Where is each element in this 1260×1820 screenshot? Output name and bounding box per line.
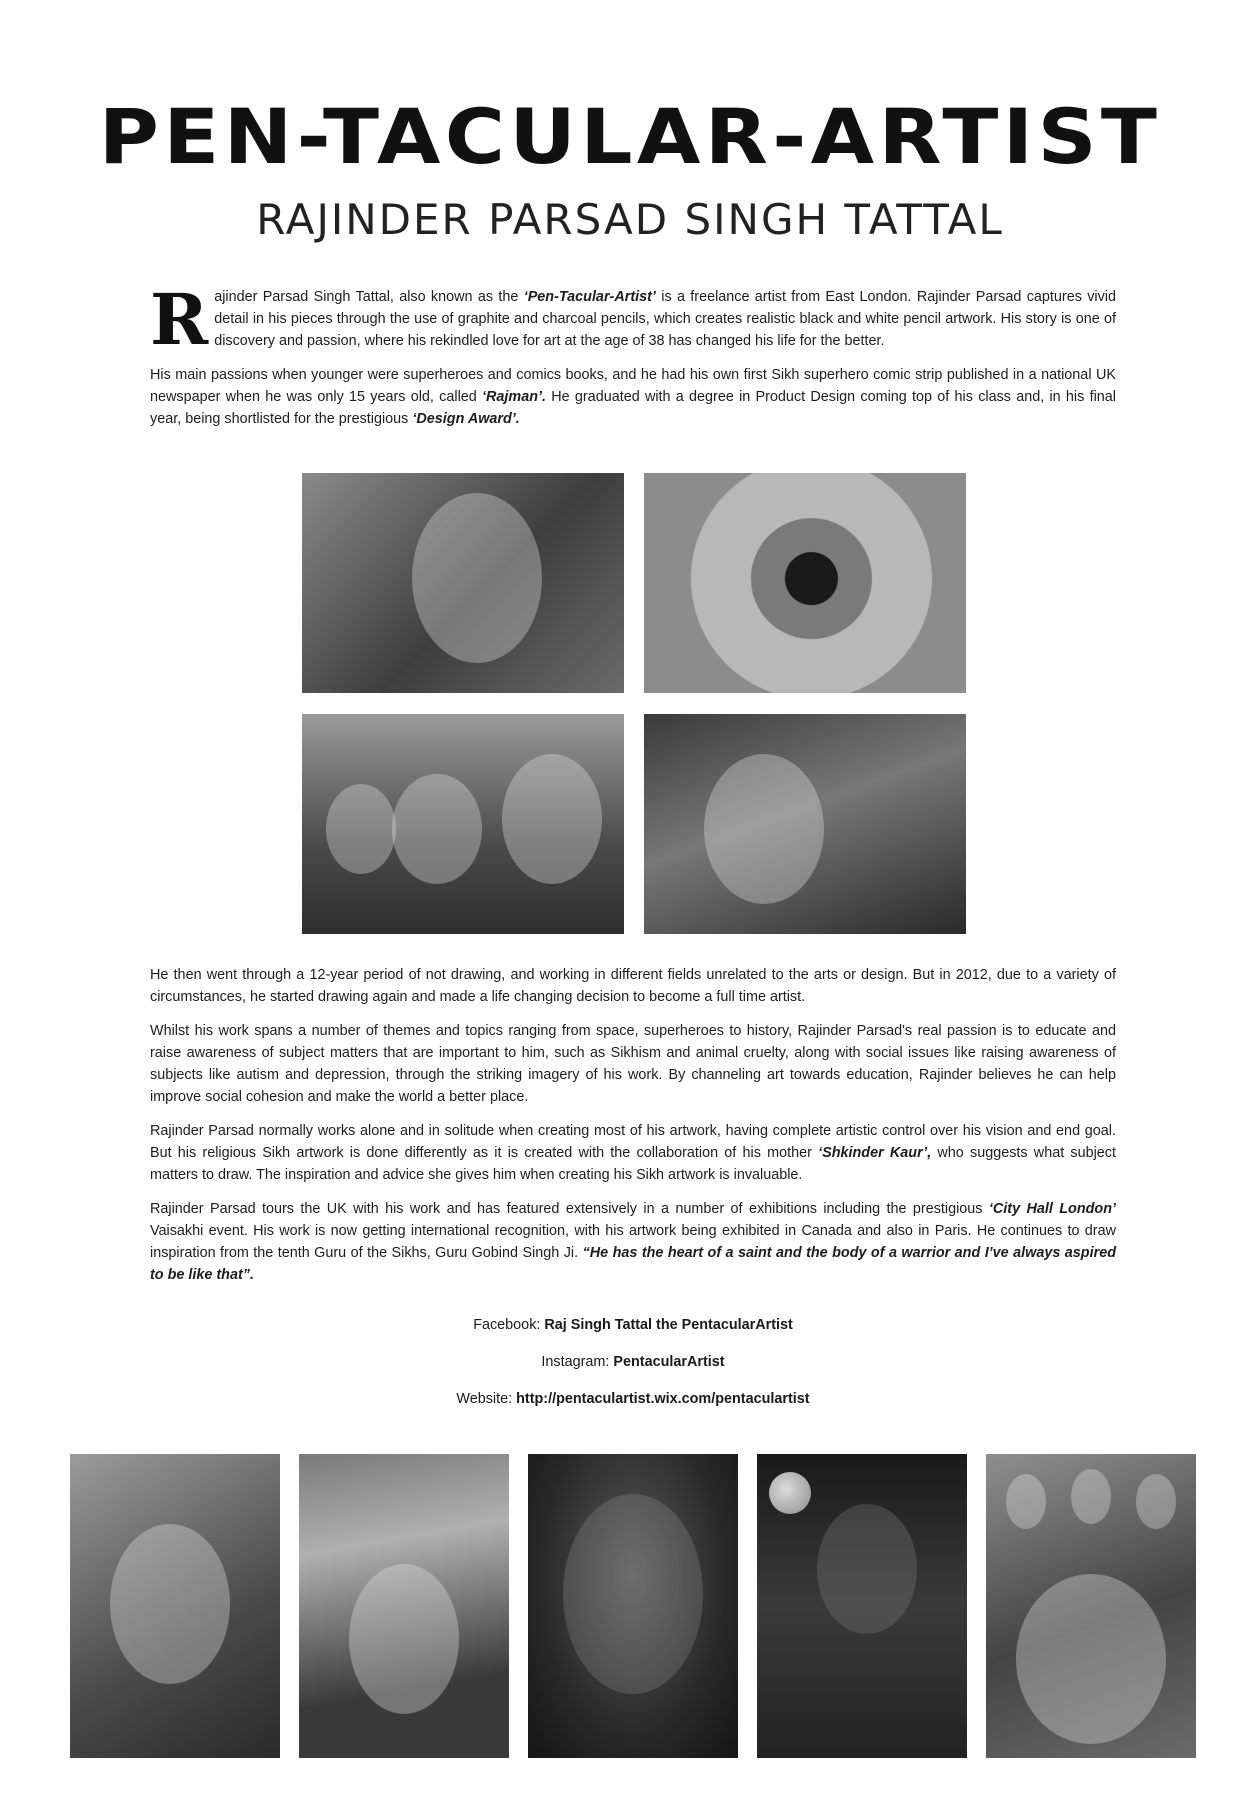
artwork-soldier	[299, 1454, 509, 1758]
para6-emphasis-a: ‘City Hall London’	[988, 1201, 1116, 1217]
para5-emphasis: ‘Shkinder Kaur’,	[818, 1145, 932, 1161]
contact-block	[150, 1314, 1116, 1425]
artwork-old-man	[70, 1454, 280, 1758]
para2-emphasis-a: ‘Rajman’.	[482, 389, 546, 405]
moon-icon	[769, 1472, 811, 1514]
intro-paragraph	[150, 278, 1117, 361]
paragraph-4: Whilst his work spans a number of themes and topics ranging from space, superheroes to history, Rajinder Parsad's real passion is to educate and raise awareness of subject matters that are important to him, such as Sikhism and animal cruelty, along with social issues like raising awareness of subjects like autism and depression, through the striking imagery of his work. By channeling art towards education, Rajinder believes he can help improve social cohesion and make the world a better place.	[150, 1023, 1116, 1105]
artwork-three-sikh-men	[302, 714, 624, 934]
para6-quote: “He has the heart of a saint and the body of a warrior and I’ve always aspired to be like that”.	[150, 1245, 1116, 1283]
artwork-rabbits-animal-cruelty	[986, 1454, 1196, 1758]
instagram-label: Instagram:	[541, 1354, 614, 1370]
paragraph-5	[150, 1120, 1116, 1186]
para5-text-a: Rajinder Parsad normally works alone and in solitude when creating most of his artwork, having complete artistic control over his vision and end goal. But his religious Sikh artwork is done differently as it is created with the collaboration of his mother	[150, 1123, 1116, 1161]
page-subtitle: RAJINDER PARSAD SINGH TATTAL	[256, 195, 1004, 244]
article-body-bottom	[150, 964, 1116, 1298]
paragraph-3: He then went through a 12-year period of not drawing, and working in different fields unrelated to the arts or design. But in 2012, due to a variety of circumstances, he started drawing again and made a life changing decision to become a full time artist.	[150, 967, 1116, 1005]
para2-text-b: He graduated with a degree in Product Design coming top of his class and, in his final year, being shortlisted for the prestigious	[150, 389, 1116, 427]
website-label: Website:	[456, 1391, 517, 1407]
para6-text-a: Rajinder Parsad tours the UK with his work and has featured extensively in a number of exhibitions including the prestigious	[150, 1201, 989, 1217]
website-line	[150, 1388, 1116, 1425]
article-body-top	[150, 278, 1117, 442]
intro-emphasis: ‘Pen-Tacular-Artist’	[523, 289, 656, 305]
paragraph-6	[150, 1198, 1116, 1286]
artwork-eye-tear	[644, 473, 966, 693]
para2-text-a: His main passions when younger were superheroes and comics books, and he had his own first Sikh superhero comic strip published in a national UK newspaper when he was only 15 years old, called	[150, 367, 1116, 405]
intro-text-a: ajinder Parsad Singh Tattal, also known as the	[214, 289, 524, 305]
artwork-portrait-man	[302, 473, 624, 693]
para2-emphasis-b: ‘Design Award’.	[412, 411, 520, 427]
website-link[interactable]: http://pentaculartist.wix.com/pentaculartist	[516, 1391, 810, 1407]
para5-text-b: who suggests what subject matters to draw. The inspiration and advice she gives him when creating his Sikh artwork is invaluable.	[150, 1145, 1117, 1183]
artwork-spiderman	[528, 1454, 738, 1758]
facebook-line	[150, 1314, 1116, 1351]
artwork-crying-woman	[644, 714, 966, 934]
para6-text-b: Vaisakhi event. His work is now getting international recognition, with his artwork being exhibited in Canada and also in Paris. He continues to draw inspiration from the tenth Guru of the Sikhs, Guru Gobind Singh Ji.	[150, 1223, 1116, 1261]
paragraph-2	[150, 364, 1116, 430]
instagram-link[interactable]: PentacularArtist	[613, 1354, 725, 1370]
intro-text-b: is a freelance artist from East London. Rajinder Parsad captures vivid detail in his pieces through the use of graphite and charcoal pencils, which creates realistic black and white pencil artwork. His story is one of discovery and passion, where his rekindled love for art at the age of 38 has changed his life for the better.	[214, 289, 1117, 349]
facebook-label: Facebook:	[473, 1317, 545, 1333]
facebook-link[interactable]: Raj Singh Tattal the PentacularArtist	[544, 1317, 793, 1333]
page-title: PEN-TACULAR-ARTIST	[98, 92, 1162, 181]
instagram-line	[150, 1351, 1116, 1388]
artwork-batman	[757, 1454, 967, 1758]
drop-cap: R	[150, 278, 209, 361]
